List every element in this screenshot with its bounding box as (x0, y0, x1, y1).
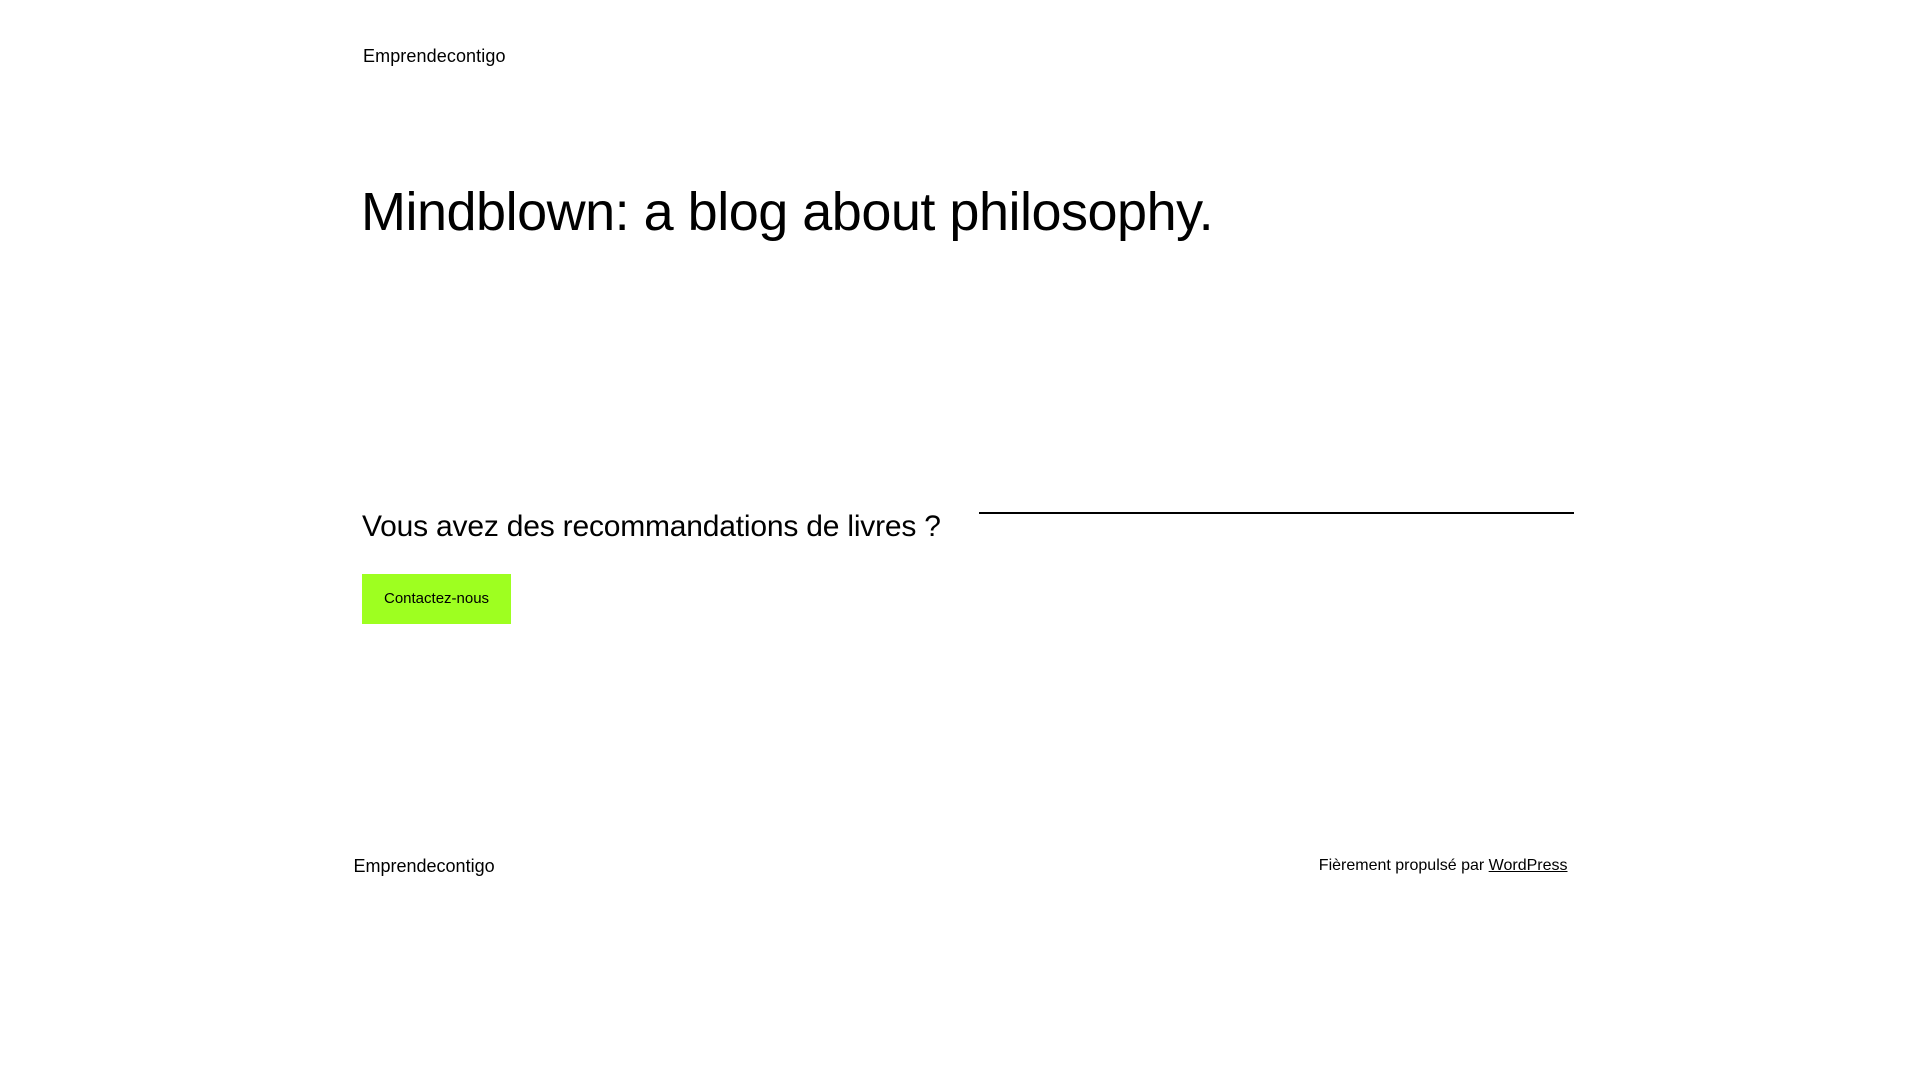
site-title-link[interactable]: Emprendecontigo (363, 46, 506, 66)
horizontal-rule-divider (979, 512, 1574, 514)
footer-credit-text: Fièrement propulsé par (1318, 857, 1489, 874)
wordpress-link[interactable]: WordPress (1488, 857, 1568, 874)
hero-section (361, 180, 1561, 244)
contact-us-button[interactable]: Contactez-nous (362, 574, 511, 624)
footer-site-title-link[interactable]: Emprendecontigo (353, 856, 495, 876)
page-title: Mindblown: a blog about philosophy. (361, 182, 1214, 242)
footer-credit (1319, 856, 1568, 876)
cta-content (362, 505, 962, 624)
cta-heading: Vous avez des recommandations de livres ? (362, 510, 941, 543)
site-footer (0, 855, 1920, 915)
site-header (363, 45, 506, 67)
